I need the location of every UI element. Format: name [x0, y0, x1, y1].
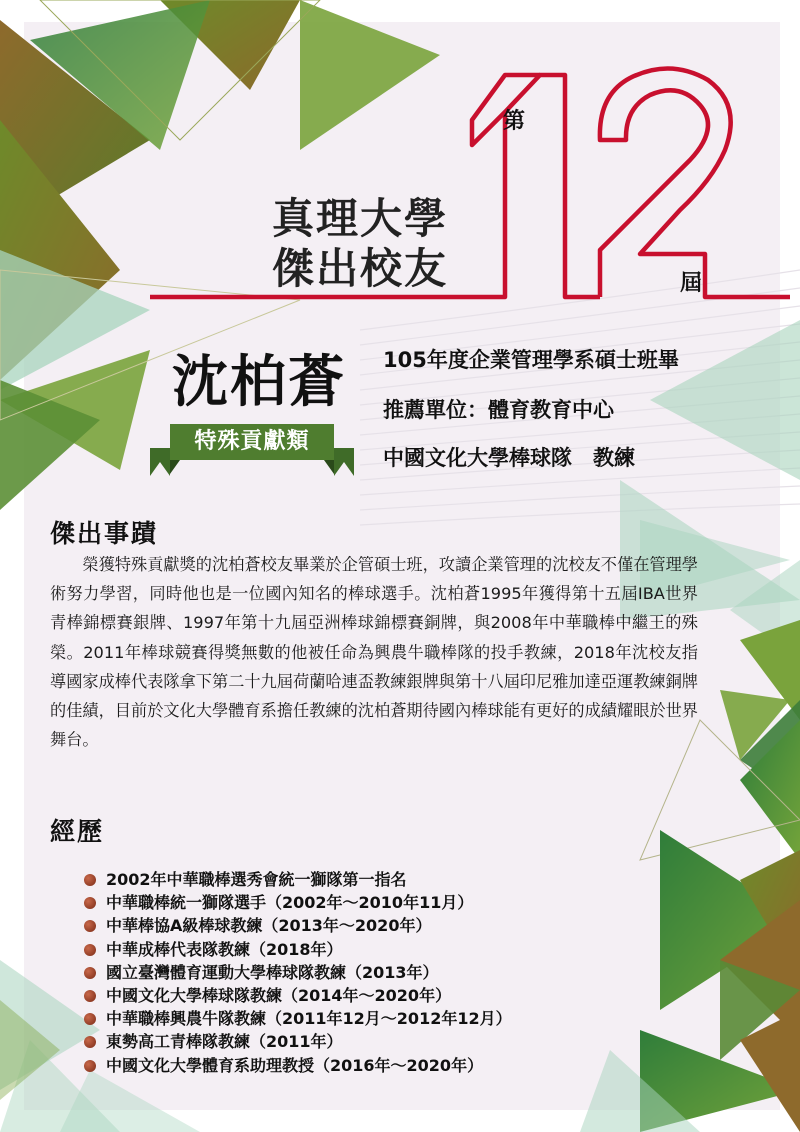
university-title: 真理大學 [272, 194, 449, 243]
bullet-icon [84, 967, 96, 979]
experience-item: 中國文化大學棒球隊教練（2014年～2020年） [106, 985, 452, 1005]
experience-item: 中華職棒統一獅隊選手（2002年～2010年11月） [106, 893, 474, 913]
experience-list [84, 868, 512, 1077]
edition-prefix: 第 [503, 109, 526, 134]
experience-item: 國立臺灣體育運動大學棒球隊教練（2013年） [106, 962, 439, 982]
bullet-icon [84, 1036, 96, 1048]
achievements-heading: 傑出事蹟 [50, 519, 159, 548]
bullet-icon [84, 874, 96, 886]
award-title: 傑出校友 [272, 244, 449, 293]
list-item [84, 891, 512, 914]
edition-suffix: 屆 [680, 271, 703, 296]
list-item [84, 868, 512, 891]
list-item [84, 1054, 512, 1077]
bullet-icon [84, 1013, 96, 1025]
list-item [84, 961, 512, 984]
list-item [84, 938, 512, 961]
list-item [84, 984, 512, 1007]
current-position: 中國文化大學棒球隊 教練 [383, 446, 635, 470]
alumnus-name: 沈柏蒼 [172, 350, 346, 415]
bullet-icon [84, 944, 96, 956]
bullet-icon [84, 920, 96, 932]
experience-item: 中華職棒興農牛隊教練（2011年12月～2012年12月） [106, 1009, 512, 1029]
category-label: 特殊貢獻類 [194, 429, 310, 454]
degree-info: 105年度企業管理學系碩士班畢 [383, 348, 679, 372]
list-item [84, 1030, 512, 1053]
list-item [84, 1007, 512, 1030]
achievements-paragraph: 榮獲特殊貢獻獎的沈柏蒼校友畢業於企管碩士班，攻讀企業管理的沈校友不僅在管理學術努力學習，同時他也是一位國內知名的棒球選手。沈柏蒼1995年獲得第十五屆IBA世界青棒錦標賽銀牌、1997年第十九屆亞洲棒球錦標賽銅牌，與2008年中華職棒中繼王的殊榮。2011年棒球競賽得獎無數的他被任命為興農牛職棒隊的投手教練，2018年沈校友指導國家成棒代表隊拿下第二十九屆荷蘭哈連盃教練銀牌與第十八屆印尼雅加達亞運教練銅牌的佳績，目前於文化大學體育系擔任教練的沈柏蒼期待國內棒球能有更好的成績耀眼於世界舞台。 [50, 555, 698, 750]
bullet-icon [84, 990, 96, 1002]
bullet-icon [84, 897, 96, 909]
recommending-unit: 推薦單位：體育教育中心 [383, 398, 614, 422]
bullet-icon [84, 1060, 96, 1072]
list-item [84, 914, 512, 937]
experience-item: 中國文化大學體育系助理教授（2016年～2020年） [106, 1055, 484, 1075]
experience-item: 中華成棒代表隊教練（2018年） [106, 939, 343, 959]
experience-heading: 經歷 [50, 817, 105, 846]
experience-item: 2002年中華職棒選秀會統一獅隊第一指名 [106, 870, 407, 889]
experience-item: 東勢高工青棒隊教練（2011年） [106, 1032, 343, 1052]
experience-item: 中華棒協A級棒球教練（2013年～2020年） [106, 916, 432, 936]
